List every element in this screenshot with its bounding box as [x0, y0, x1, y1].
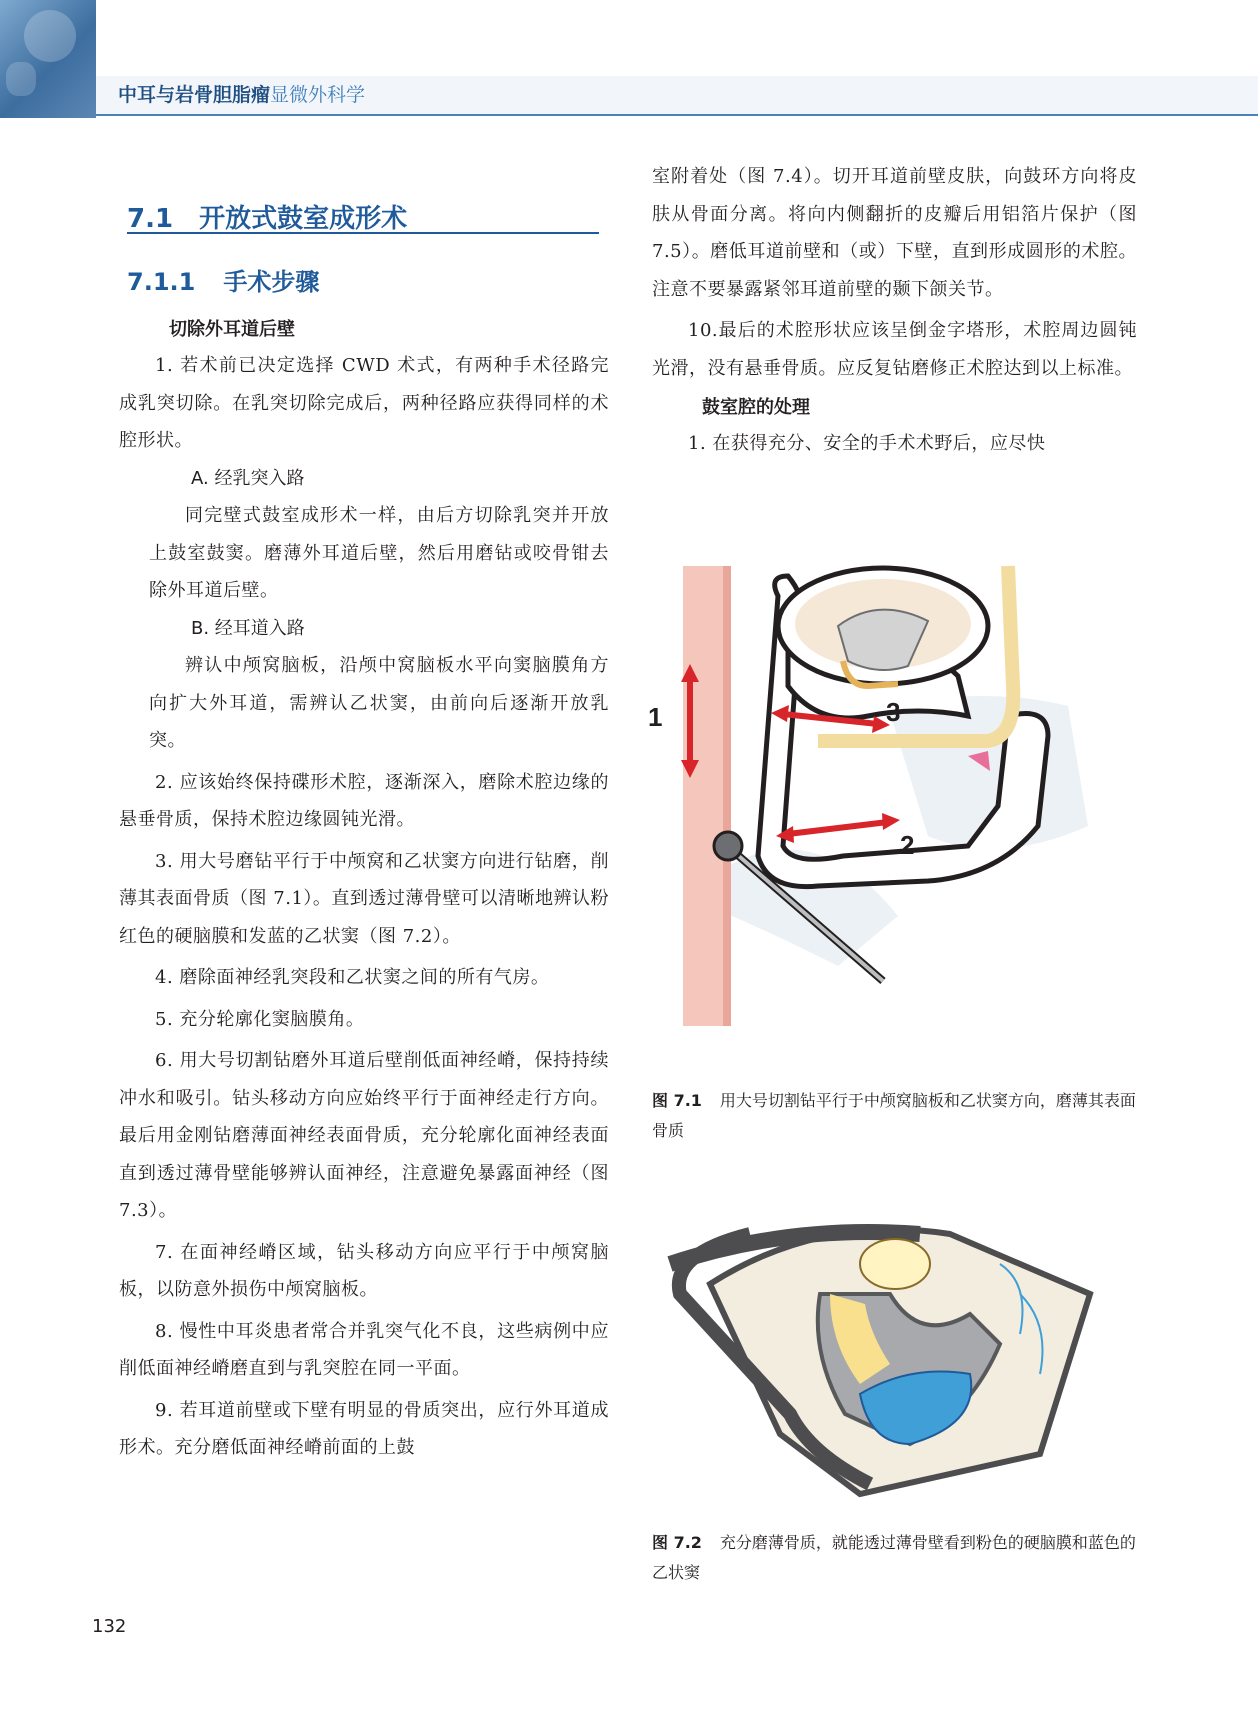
- section-title: 开放式鼓室成形术: [199, 204, 408, 234]
- tympanic-step-1: 1. 在获得充分、安全的手术术野后，应尽快: [688, 433, 1046, 454]
- dura-edge: [723, 566, 731, 1026]
- page-number: 132: [92, 1616, 127, 1637]
- figure-7-2-caption: [652, 1528, 1137, 1588]
- paragraph-heading-tympanic: 鼓室腔的处理: [702, 397, 810, 418]
- paragraph-heading: 切除外耳道后壁: [169, 319, 295, 340]
- step-9-continued: 室附着处（图 7.4）。切开耳道前壁皮肤，向鼓环方向将皮肤从骨面分离。将向内侧翻折的皮瓣后用铝箔片保护（图 7.5）。磨低耳道前壁和（或）下壁，直到形成圆形的术腔。注意不要暴露紧邻耳道前壁的颞下颌关节。: [652, 166, 1137, 300]
- figure-7-1-label: 图 7.1: [652, 1091, 702, 1110]
- book-title-accent: 显微外科学: [270, 84, 366, 106]
- subsection-number: 7.1.1: [127, 268, 196, 296]
- section-number: 7.1: [127, 204, 174, 234]
- running-header: [118, 80, 365, 107]
- left-column: [119, 186, 609, 1467]
- step-3: 3. 用大号磨钻平行于中颅窝和乙状窦方向进行钻磨，削薄其表面骨质（图 7.1）。直到透过薄骨壁可以清晰地辨认粉红色的硬脑膜和发蓝的乙状窦（图 7.2）。: [119, 850, 609, 947]
- header-corner-image: [0, 0, 96, 118]
- step-5: 5. 充分轮廓化窦脑膜角。: [155, 1008, 365, 1030]
- approach-a-heading: A. 经乳突入路: [191, 467, 305, 489]
- step-10: 10.最后的术腔形状应该呈倒金字塔形，术腔周边圆钝光滑，没有悬垂骨质。应反复钻磨修正术腔达到以上标准。: [652, 320, 1137, 379]
- figure-7-1-caption: [652, 1086, 1137, 1146]
- subsection-title: 手术步骤: [223, 268, 320, 296]
- step-2: 2. 应该始终保持碟形术腔，逐渐深入，磨除术腔边缘的悬垂骨质，保持术腔边缘圆钝光滑。: [119, 771, 609, 830]
- marker-2: 2: [900, 830, 915, 860]
- figure-7-2-caption-text: 充分磨薄骨质，就能透过薄骨壁看到粉色的硬脑膜和蓝色的乙状窦: [652, 1533, 1136, 1582]
- marker-1: 1: [648, 702, 663, 732]
- marker-3: 3: [886, 697, 901, 727]
- step-4: 4. 磨除面神经乳突段和乙状窦之间的所有气房。: [155, 967, 550, 988]
- approach-a-text: 同完壁式鼓室成形术一样，由后方切除乳突并开放上鼓室鼓窦。磨薄外耳道后壁，然后用磨钻或咬骨钳去除外耳道后壁。: [149, 505, 609, 601]
- right-column: [652, 158, 1137, 463]
- figure-7-2-label: 图 7.2: [652, 1533, 702, 1552]
- step-1: 1. 若术前已决定选择 CWD 术式，有两种手术径路完成乳突切除。在乳突切除完成后，两种径路应获得同样的术腔形状。: [119, 355, 609, 451]
- tympanic-membrane: [860, 1239, 930, 1289]
- approach-b-text: 辨认中颅窝脑板，沿颅中窝脑板水平向窦脑膜角方向扩大外耳道，需辨认乙状窦，由前向后逐渐开放乳突。: [149, 655, 609, 751]
- step-9: 9. 若耳道前壁或下壁有明显的骨质突出，应行外耳道成形术。充分磨低面神经嵴前面的上鼓: [119, 1399, 609, 1458]
- subsection-heading: [127, 262, 609, 297]
- step-7: 7. 在面神经嵴区域，钻头移动方向应平行于中颅窝脑板，以防意外损伤中颅窝脑板。: [119, 1241, 609, 1300]
- section-heading: [127, 198, 599, 234]
- book-title: 中耳与岩骨胆脂瘤: [118, 84, 271, 106]
- step-8: 8. 慢性中耳炎患者常合并乳突气化不良，这些病例中应削低面神经嵴磨直到与乳突腔在同一平面。: [119, 1320, 609, 1379]
- approach-b-heading: B. 经耳道入路: [191, 617, 305, 639]
- figure-7-1-illustration: [648, 566, 1118, 1086]
- header-rule: [96, 114, 1258, 116]
- step-6: 6. 用大号切割钻磨外耳道后壁削低面神经嵴，保持持续冲水和吸引。钻头移动方向应始终平行于面神经走行方向。最后用金刚钻磨薄面神经表面骨质，充分轮廓化面神经表面直到透过薄骨壁能够辨认面神经，注意避免暴露面神经（图 7.3）。: [119, 1050, 609, 1221]
- figure-7-2-illustration: [670, 1194, 1140, 1494]
- figure-7-1-caption-text: 用大号切割钻平行于中颅窝脑板和乙状窦方向，磨薄其表面骨质: [652, 1091, 1136, 1140]
